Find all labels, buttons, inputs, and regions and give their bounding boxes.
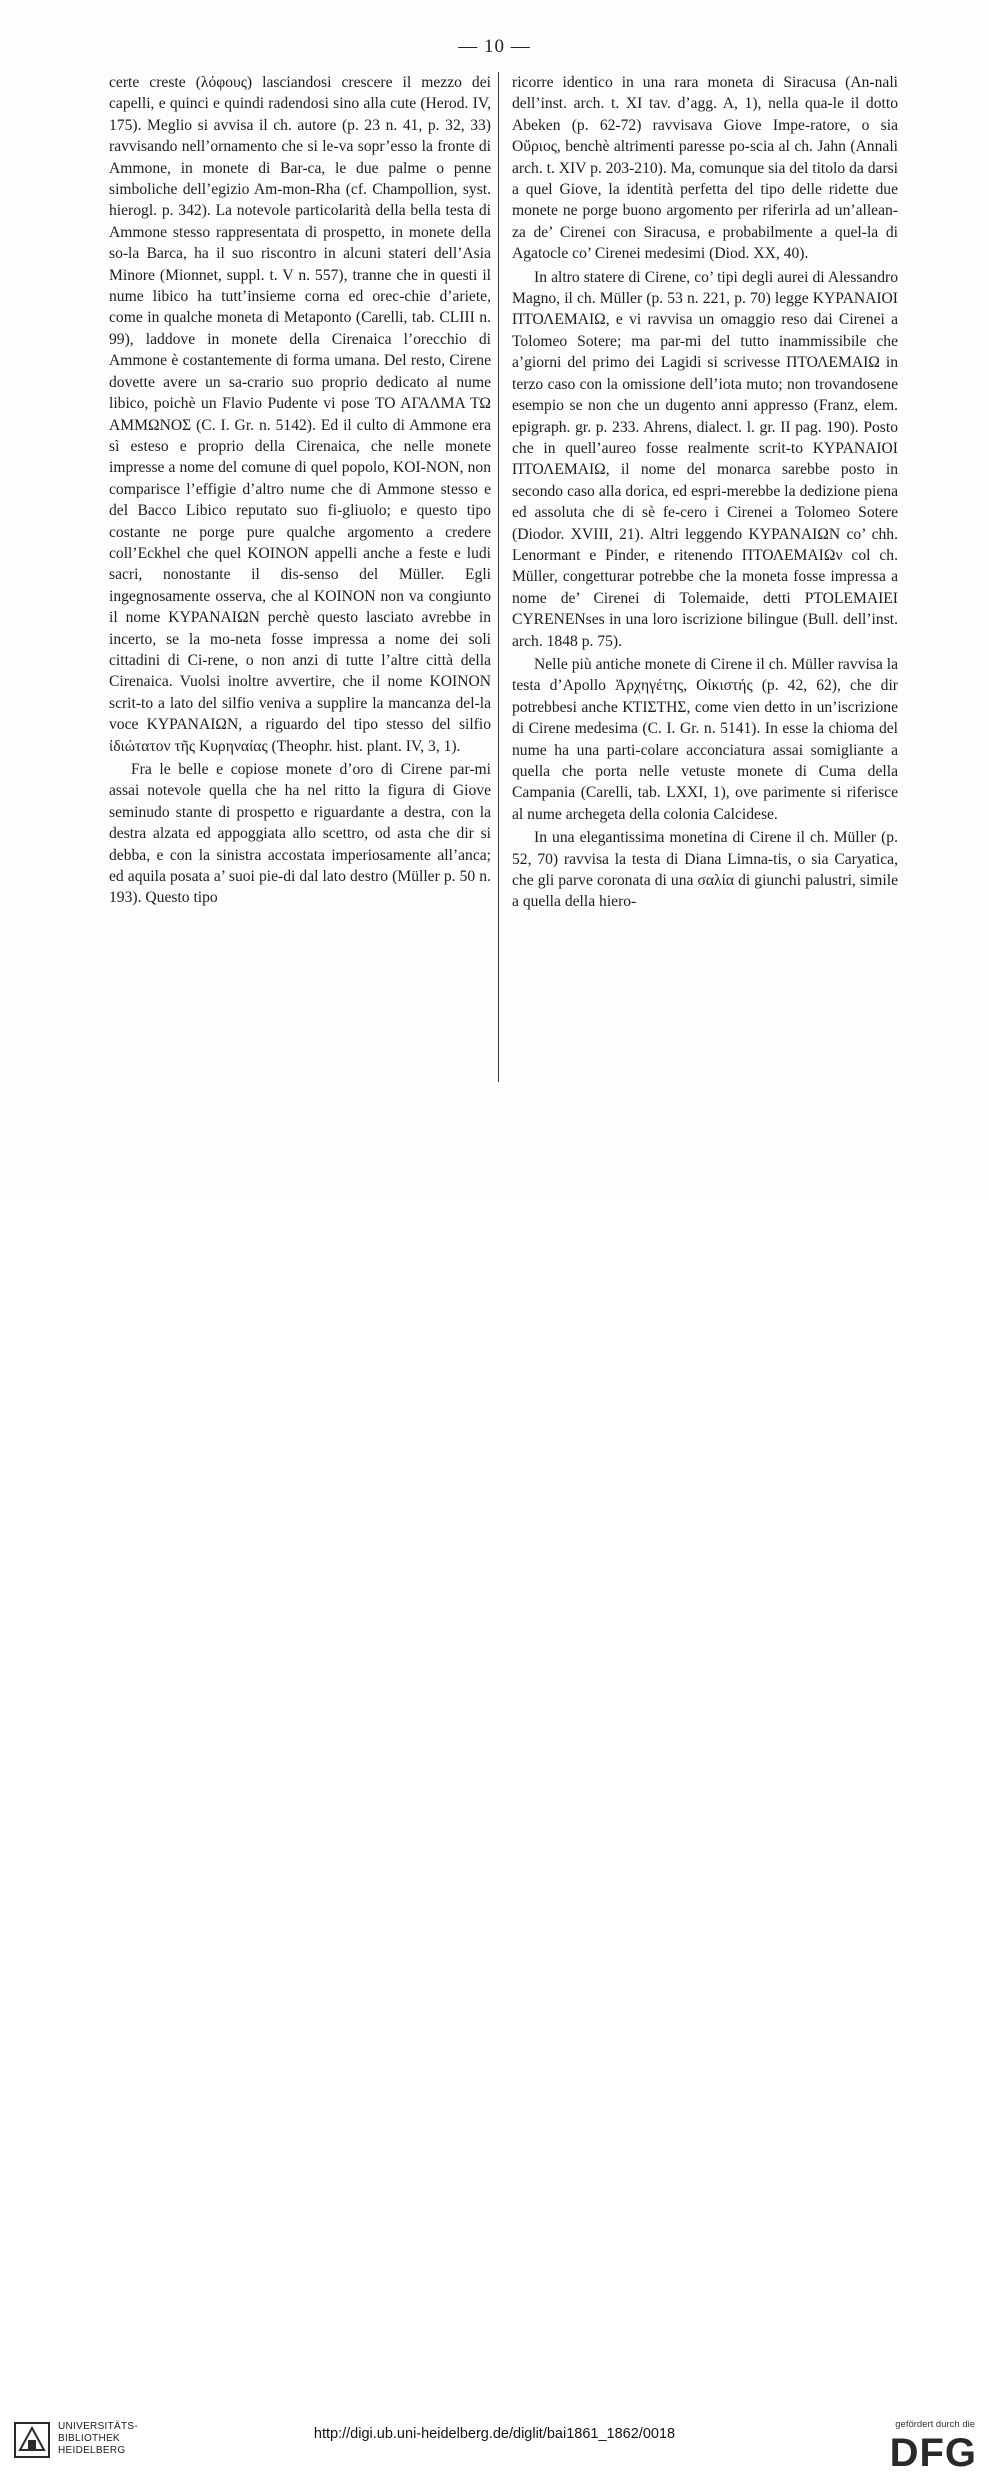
scanned-page — [0, 0, 989, 1200]
page-number: — 10 — — [458, 36, 531, 57]
sponsor-caption: gefördert durch die — [895, 2419, 975, 2430]
library-name: UNIVERSITÄTS- BIBLIOTHEK HEIDELBERG — [58, 2421, 139, 2456]
dfg-logo: DFG — [889, 2431, 977, 2475]
right-paragraph-1: ricorre identico in una rara moneta di Siracusa (An-nali dell’inst. arch. t. XI tav. d’agg. A, 1), nella qua-le il dotto Abeken (p. 62-72) ravvisava Giove Impe-ratore, o sia Οὔριος, benchè altrimenti paresse po-scia al ch. Jahn (Annali arch. t. XIV p. 203-210). Ma, comunque sia del titolo da darsi a quel Giove, la identità perfetta del tipo delle ridette due monete ne porge buono argomento per riferirla ad un’allean-za de’ Cirenei con Siracusa, e probabilmente a quel-la di Agatocle co’ Cirenei medesimi (Diod. XX, 40). — [512, 74, 899, 263]
right-paragraph-3: Nelle più antiche monete di Cirene il ch. Müller ravvisa la testa d’Apollo Ἀρχηγέτης, Οἰκιστής (p. 42, 62), che dir potrebbesi anche ΚΤΙΣΤΗΣ, come vien detto in un’iscrizione di Cirene medesima (C. I. Gr. n. 5141). In esse la chioma del nume ha una parti-colare acconciatura assai somigliante a quella che porta nelle vetuste monete di Cuma della Campania (Carelli, tab. LXXI, 1), ove parimente si riferisce al nume archegeta della colonia Calcidese. — [512, 655, 898, 823]
left-paragraph-2: Fra le belle e copiose monete d’oro di Cirene par-mi assai notevole quella che ha nel ritto la figura di Giove seminudo stante di prospetto e riguardante a destra, con la destra alzata ed appoggiata allo scettro, od asta che dir si debba, e con la sinistra accostata imperiosamente all’anca; ed aquila posata a’ suoi pie-di dal lato destro (Müller p. 50 n. 193). Questo tipo — [109, 761, 491, 907]
permalink-url[interactable]: http://digi.ub.uni-heidelberg.de/diglit/bai1861_1862/0018 — [313, 2426, 676, 2442]
right-paragraph-2: In altro statere di Cirene, co’ tipi degli aurei di Alessandro Magno, il ch. Müller (p. 53 n. 221, p. 70) legge ΚΥΡΑΝΑΙΟΙ ΠΤΟΛΕΜΑΙΩ, e vi ravvisa un omaggio reso dai Cirenei a Tolomeo Sotere; ma par-mi del tutto inammissibile che a’giorni del primo dei Lagidi si scrivesse ΠΤΟΛΕΜΑΙΩ in terzo caso con la omissione dell’iota muto; non trovandosene esempio se non che un dugento anni appresso (Franz, elem. epigraph. gr. p. 233. Ahrens, dialect. l. gr. II pag. 190). Posto che in quell’aureo fosse realmente scrit-to ΚΥΡΑΝΑΙΟΙ ΠΤΟΛΕΜΑΙΩ, il nome del monarca sarebbe posto in secondo caso alla dorica, ed espri-merebbe la dedizione piena ed assoluta che di sè fe-cero i Cirenei a Tolomeo Sotere (Diodor. XVIII, 21). Altri leggendo ΚΥΡΑΝΑΙΩΝ co’ chh. Lenormant e Pinder, e ritenendo ΠΤΟΛΕΜΑΙΩν col ch. Müller, congetturar potrebbe che la moneta fosse impressa a nome de’ Cirenei di Tolemaide, detti PTOLEMAIEI CYRENENses in una loro iscrizione bilingue (Bull. dell’inst. arch. 1848 p. 75). — [512, 268, 898, 650]
right-paragraph-4: In una elegantissima monetina di Cirene il ch. Müller (p. 52, 70) ravvisa la testa di Diana Limna-tis, o sia Caryatica, che gli parve coronata di una σαλία di giunchi palustri, simile a quella della hiero- — [512, 829, 898, 911]
digitization-footer — [0, 1200, 989, 2475]
column-divider — [498, 72, 499, 1082]
left-column — [109, 72, 491, 909]
left-paragraph-1: certe creste (λόφους) lasciandosi crescere il mezzo dei capelli, e quinci e quindi radendosi sino alla cute (Herod. IV, 175). Meglio si avvisa il ch. autore (p. 23 n. 41, p. 32, 33) ravvisando nell’ornamento che si le-va sopr’esso la fronte di Ammone, in monete di Bar-ca, le due palme o penne simboliche dell’egizio Am-mon-Rha (cf. Champollion, syst. hierogl. p. 342). La notevole particolarità della bella testa di Ammone stesso rappresentata di prospetto, in monete della so-la Barca, ha il suo riscontro in alcuni stateri dell’Asia Minore (Mionnet, suppl. t. V n. 557), tranne che in questi il nume libico ha tutt’insieme corna ed orec-chie d’ariete, come in qualche moneta di Metaponto (Carelli, tab. CLIII n. 99), laddove in monete della Cirenaica l’orecchio di Ammone è costantemente di forma umana. Del resto, Cirene dovette avere un sa-crario suo proprio dedicato al nume libico, poichè un Flavio Pudente vi pose ΤΟ ΑΓΑΛΜΑ ΤΩ ΑΜΜΩΝΟΣ (C. I. Gr. n. 5142). Ed il culto di Ammone era sì esteso e proprio della Cirenaica, che nelle monete impresse a nome del comune di quel popolo, KOI-NON, non comparisce l’effigie d’altro nume che di Ammone stesso e del Bacco Libico reputato suo fi-gliuolo; e questo tipo costante ne porge pure qualche argomento a credere coll’Eckhel che quel KOINON appelli anche a feste e ludi sacri, nonostante il dis-senso del Müller. Egli ingegnosamente osserva, che al KOINON non va congiunto il nome ΚΥΡΑΝΑΙΩΝ perchè questo lasciato avrebbe in incerto, se la mo-neta fosse impressa a nome dei soli cittadini di Ci-rene, o non anzi di tutte l’altre città della Cirenaica. Vuolsi inoltre avvertire, che il nome KOINON scrit-to a lato del silfio veniva a supplire la mancanza del-la voce ΚΥΡΑΝΑΙΩΝ, a riguardo del tipo stesso del silfio ἰδιώτατον τῆς Κυρηναίας (Theophr. hist. plant. IV, 3, 1). — [109, 74, 491, 755]
right-column — [512, 72, 898, 913]
